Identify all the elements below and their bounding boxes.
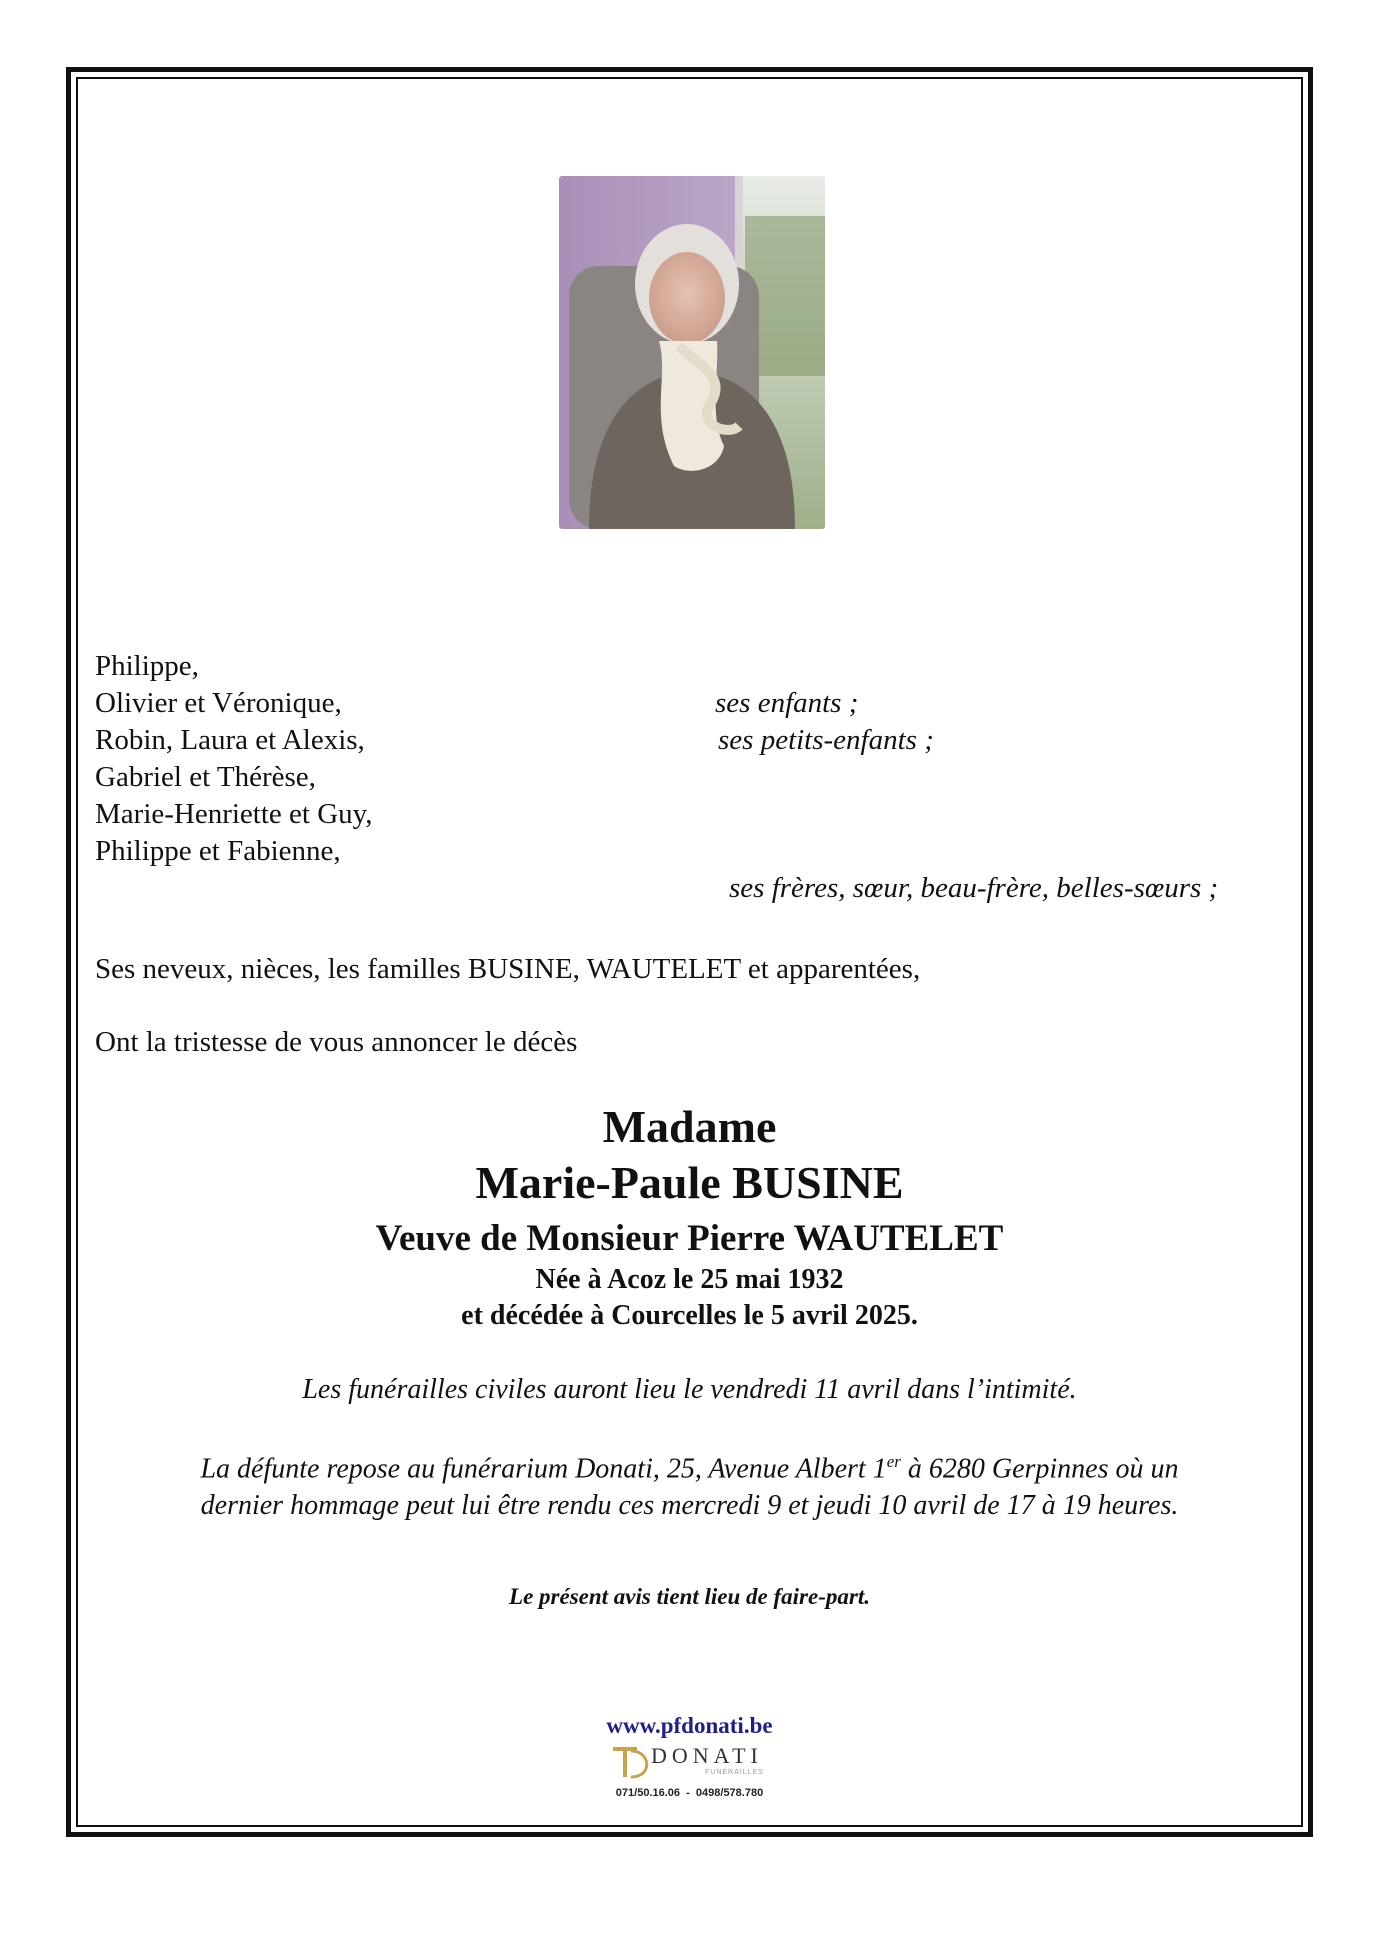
family-name: Olivier et Véronique, bbox=[95, 687, 342, 719]
widow-of: Veuve de Monsieur Pierre WAUTELET bbox=[375, 1218, 1004, 1259]
logo-monogram-t bbox=[613, 1749, 637, 1777]
family-role: ses petits-enfants ; bbox=[718, 724, 934, 756]
deceased-title: Madame bbox=[602, 1101, 777, 1152]
repose-line-1-start: La défunte repose au funérarium Donati, 25, Avenue Albert 1 bbox=[200, 1453, 887, 1485]
logo-text: DONATI bbox=[651, 1743, 763, 1768]
family-row bbox=[95, 722, 1295, 759]
repose-line-1 bbox=[76, 1443, 1303, 1487]
website-link[interactable]: www.pfdonati.be bbox=[606, 1713, 773, 1738]
ordinal-superscript: er bbox=[886, 1452, 901, 1471]
repose-line-2: dernier hommage peut lui être rendu ces mercredi 9 et jeudi 10 avril de 17 à 19 heures. bbox=[200, 1490, 1179, 1522]
death-line: et décédée à Courcelles le 5 avril 2025. bbox=[461, 1300, 918, 1331]
family-role: ses frères, sœur, beau-frère, belles-sœurs ; bbox=[729, 872, 1219, 904]
portrait-photo bbox=[559, 176, 825, 529]
family-row bbox=[95, 685, 1295, 722]
family-row bbox=[95, 870, 1295, 907]
family-name: Robin, Laura et Alexis, bbox=[95, 724, 365, 756]
donati-logo bbox=[607, 1741, 777, 1787]
repose-paragraph bbox=[76, 1443, 1303, 1524]
family-row bbox=[95, 648, 1295, 685]
family-row bbox=[95, 833, 1295, 870]
logo-subtext: FUNÉRAILLES bbox=[705, 1769, 764, 1776]
family-row bbox=[95, 759, 1295, 796]
family-role: ses enfants ; bbox=[715, 687, 859, 719]
phone-numbers: 071/50.16.06 - 0498/578.780 bbox=[615, 1787, 764, 1799]
relatives-line: Ses neveux, nièces, les familles BUSINE, WAUTELET et apparentées, bbox=[95, 953, 921, 985]
family-name: Marie-Henriette et Guy, bbox=[95, 798, 373, 830]
birth-line: Née à Acoz le 25 mai 1932 bbox=[535, 1264, 844, 1295]
deceased-name: Marie-Paule BUSINE bbox=[475, 1157, 904, 1208]
faire-part-notice: Le présent avis tient lieu de faire-part. bbox=[509, 1584, 870, 1609]
announcement-line: Ont la tristesse de vous annoncer le décès bbox=[95, 1026, 578, 1058]
family-name: Philippe, bbox=[95, 650, 199, 682]
family-name: Gabriel et Thérèse, bbox=[95, 761, 316, 793]
repose-line-1-end: à 6280 Gerpinnes où un bbox=[900, 1453, 1179, 1485]
funeral-line: Les funérailles civiles auront lieu le vendredi 11 avril dans l’intimité. bbox=[302, 1374, 1077, 1405]
family-row bbox=[95, 796, 1295, 833]
family-list bbox=[95, 648, 1295, 907]
family-name: Philippe et Fabienne, bbox=[95, 835, 341, 867]
logo-monogram-d bbox=[631, 1751, 647, 1777]
